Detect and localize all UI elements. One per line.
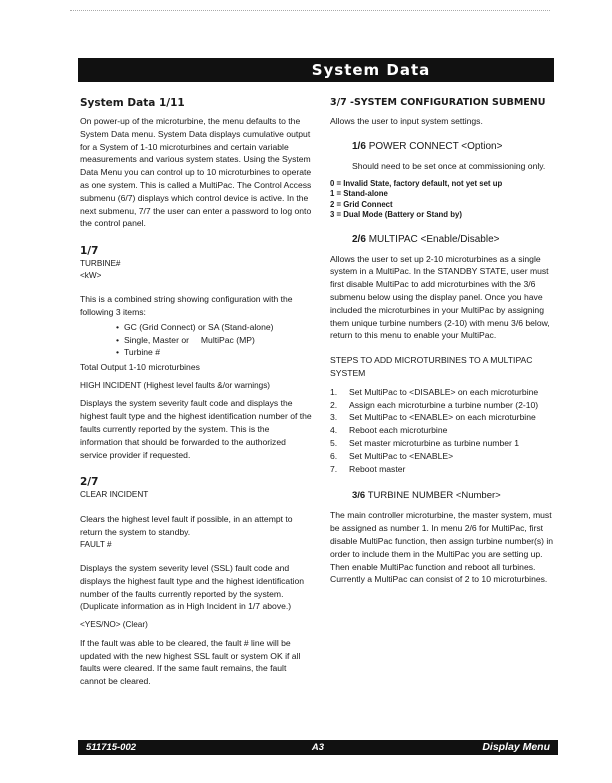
turbine-number-text: TURBINE NUMBER <Number>	[367, 490, 501, 502]
turbine-label: TURBINE#	[80, 259, 121, 269]
config-bullet-list	[80, 321, 314, 359]
turbine-number-body: The main controller microturbine, the master system, must be assigned as number 1. In menu 2/6 for MultiPac, first disable MultiPac function, then assign turbine number(s) in order to include them in the MultiPac you are setting up. Then enable MultiPac function and reboot all turbines. Currently a MultiPac can consist of 2 to 10 microturbines.	[330, 510, 554, 585]
right-column	[330, 96, 562, 586]
system-data-heading: System Data 1/11	[80, 97, 185, 109]
section-banner	[78, 58, 554, 82]
step-number: 5.	[330, 437, 338, 448]
multipac-text: MULTIPAC <Enable/Disable>	[368, 233, 500, 245]
power-mode-list	[330, 179, 562, 221]
list-item: • Single, Master or MultiPac (MP)	[124, 334, 314, 347]
step-number: 6.	[330, 450, 338, 461]
list-item: 3 = Dual Mode (Battery or Stand by)	[330, 210, 462, 220]
list-item: • GC (Grid Connect) or SA (Stand-alone)	[124, 321, 314, 334]
list-item	[330, 411, 562, 424]
steps-list	[330, 386, 562, 476]
clear-incident-label: CLEAR INCIDENT	[80, 490, 149, 500]
config-intro: This is a combined string showing configuration with the following 3 items:	[80, 294, 293, 317]
yes-no-body: If the fault was able to be cleared, the fault # line will be updated with the new highest SSL fault or system OK if all faults were cleared. If the same fault remains, the fault cannot be cleared.	[80, 637, 301, 687]
list-item	[330, 399, 562, 412]
turbine-number-label	[330, 489, 562, 503]
kw-label: <kW>	[80, 270, 102, 280]
yes-no-label: <YES/NO> (Clear)	[80, 620, 148, 630]
power-connect-body: Should need to be set once at commissioning only.	[352, 160, 546, 171]
step-text: Assign each microturbine a turbine number (2-10)	[349, 399, 539, 410]
system-config-heading: 3/7 -SYSTEM CONFIGURATION SUBMENU	[330, 97, 546, 108]
step-text: Reboot master	[349, 463, 406, 474]
list-item	[330, 450, 562, 463]
footer-section-title: Display Menu	[482, 741, 550, 753]
step-number: 2.	[330, 399, 338, 410]
turbine-number-num: 3/6	[352, 490, 366, 502]
page-footer	[78, 740, 558, 755]
list-item: • Turbine #	[124, 346, 314, 359]
steps-heading: STEPS TO ADD MICROTURBINES TO A MULTIPAC SYSTEM	[330, 355, 533, 378]
power-connect-number: 1/6	[352, 140, 366, 152]
power-connect-label	[330, 140, 562, 154]
total-output-text: Total Output 1-10 microturbines	[80, 362, 200, 373]
power-connect-text: POWER CONNECT <Option>	[368, 140, 503, 152]
step-number: 1.	[330, 386, 338, 397]
step-text: Set MultiPac to <ENABLE> on each microturbine	[349, 412, 536, 423]
top-rule	[70, 10, 550, 11]
step-number: 3.	[330, 412, 338, 423]
step-number: 4.	[330, 425, 338, 436]
banner-title: System Data	[311, 61, 431, 79]
system-data-body: On power-up of the microturbine, the menu defaults to the System Data menu. System Data displays cumulative output for a System of 1-10 microturbines and certain variable measurements and various system states. Using the System Data Menu you can control up to 10 microturbines to operate as one system. This is called a MultiPac. The Control Access submenu (6/7) displays which control device is active. In the next submenu, 7/7 the user can enter a password to log onto the control panel.	[80, 116, 312, 229]
page-number: A3	[311, 742, 325, 753]
list-item: 0 = Invalid State, factory default, not yet set up	[330, 178, 503, 188]
fault-number-label: FAULT #	[80, 539, 112, 549]
list-item	[330, 463, 562, 476]
menu-1-7-heading: 1/7	[80, 245, 99, 258]
menu-2-7-heading: 2/7	[80, 476, 99, 489]
step-text: Set MultiPac to <ENABLE>	[349, 450, 454, 461]
step-text: Set master microturbine as turbine number 1	[349, 437, 520, 448]
clear-incident-body: Clears the highest level fault if possible, in an attempt to return the system to standby.	[80, 513, 293, 537]
list-item: 2 = Grid Connect	[330, 199, 393, 209]
fault-number-body: Displays the system severity level (SSL) fault code and displays the highest fault type and the highest identification number of the faults currently reported by the system. (Duplicate information as in High Incident in 1/7 above.)	[80, 563, 305, 612]
multipac-label	[330, 233, 562, 247]
system-config-intro: Allows the user to input system settings.	[330, 116, 483, 126]
left-column	[80, 96, 314, 688]
step-number: 7.	[330, 463, 338, 474]
list-item	[330, 437, 562, 450]
multipac-body: Allows the user to set up 2-10 microturbines as a single system in a MultiPac. In the STANDBY STATE, user must first disable MultiPac to add microturbines with the 3/6 submenu below using the display panel. Once you have included the microturbines in your MultiPac by assigning them unique turbine numbers (2-10) with menu 3/6 below, return to this menu to enable your MultiPac.	[330, 253, 550, 341]
list-item: 1 = Stand-alone	[330, 189, 388, 199]
document-number: 511715-002	[86, 742, 137, 753]
list-item	[330, 386, 562, 399]
high-incident-label: HIGH INCIDENT (Highest level faults &/or warnings)	[80, 380, 271, 390]
step-text: Set MultiPac to <DISABLE> on each microturbine	[349, 386, 539, 397]
high-incident-body: Displays the system severity fault code and displays the highest fault type and the highest identification number of the faults currently reported by the system. This is the information that should be forwarded to the authorized service provider if requested.	[80, 398, 312, 460]
step-text: Reboot each microturbine	[349, 425, 448, 436]
multipac-number: 2/6	[352, 233, 366, 245]
list-item	[330, 424, 562, 437]
